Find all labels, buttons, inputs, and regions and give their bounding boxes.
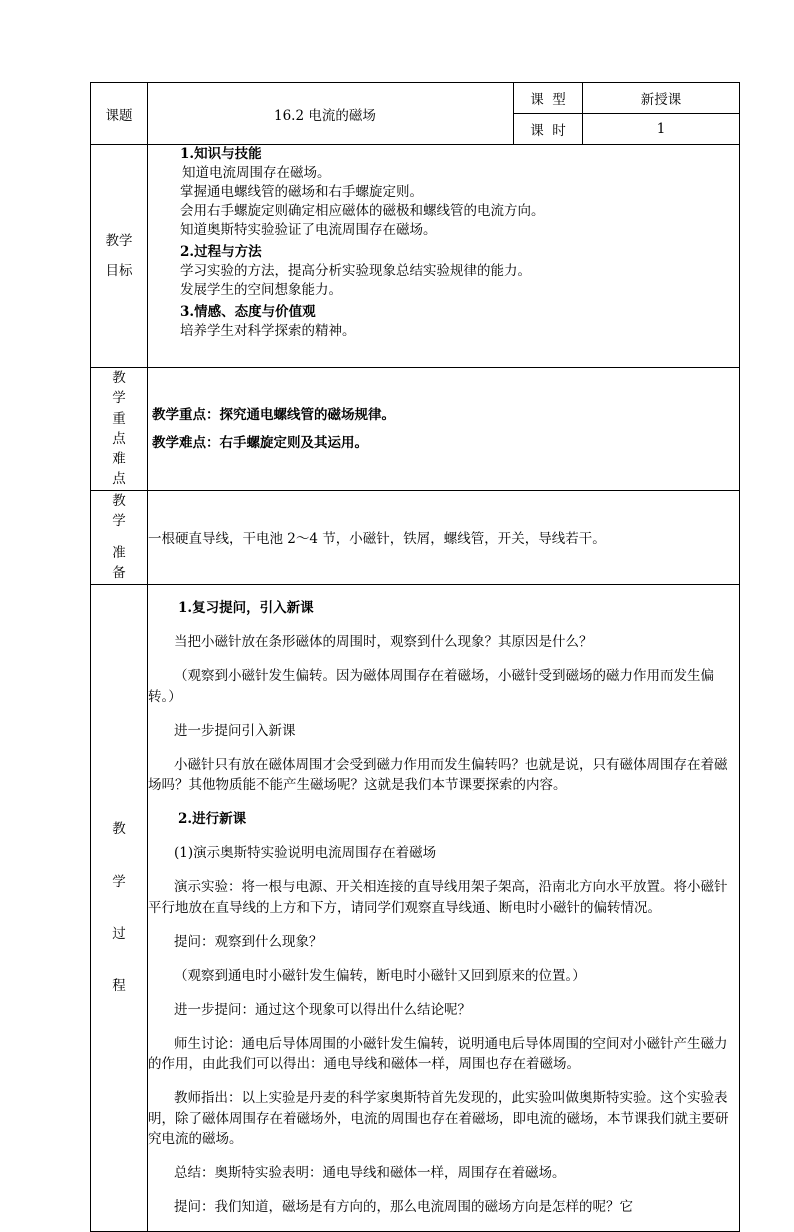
process-label — [91, 584, 148, 1232]
process-line-5: (1)演示奥斯特实验说明电流周围存在着磁场 — [174, 845, 437, 861]
process-label-4: 程 — [112, 978, 126, 994]
objective-p1: 学习实验的方法，提高分析实验现象总结实验规律的能力。 — [180, 263, 531, 279]
objective-k1: 知道电流周围存在磁场。 — [182, 165, 331, 181]
process-line-11: 教师指出：以上实验是丹麦的科学家奥斯特首先发现的，此实验叫做奥斯特实验。这个实验表明，除了磁体周围存在着磁场外，电流的周围也存在着磁场，即电流的磁场，本节课我们就主要研究电流的磁场。 — [148, 1090, 729, 1147]
objective-k3: 会用右手螺旋定则确定相应磁体的磁极和螺线管的电流方向。 — [180, 203, 545, 219]
prep-label-1: 教 学 — [112, 492, 136, 529]
process-line-3: 进一步提问引入新课 — [174, 722, 296, 739]
keypoint-difficulty: 教学难点：右手螺旋定则及其运用。 — [152, 434, 368, 451]
process-line-13: 提问：我们知道，磁场是有方向的，那么电流周围的磁场方向是怎样的呢？它 — [174, 1199, 633, 1215]
process-label-1: 教 — [112, 821, 126, 838]
process-line-1: 当把小磁针放在条形磁体的周围时，观察到什么现象？其原因是什么？ — [174, 634, 593, 650]
keypoints-label-3: 难 点 — [112, 451, 136, 488]
objectives-label — [91, 145, 148, 368]
process-label-2: 学 — [112, 873, 126, 890]
prep-label — [91, 490, 148, 584]
lesson-plan-table — [90, 82, 740, 1232]
objective-heading-3: 3.情感、态度与价值观 — [180, 304, 316, 320]
process-label-3: 过 — [112, 925, 126, 942]
objectives-row — [91, 145, 740, 368]
process-heading-2: 2.进行新课 — [178, 811, 247, 827]
objective-k4: 知道奥斯特实验验证了电流周围存在磁场。 — [180, 222, 437, 238]
header-row-1 — [91, 83, 740, 114]
keypoints-content — [148, 368, 740, 491]
prep-label-2: 准 备 — [112, 545, 136, 582]
keypoints-label-1: 教 学 — [112, 370, 136, 407]
objectives-label-1: 教学 — [105, 232, 133, 249]
subject-label: 课题 — [91, 83, 148, 145]
process-line-10: 师生讨论：通电后导体周围的小磁针发生偏转，说明通电后导体周围的空间对小磁针产生磁力的作用，由此我们可以得出：通电导线和磁体一样，周围也存在着磁场。 — [148, 1035, 728, 1072]
type-value: 新授课 — [583, 83, 740, 114]
subject-value: 16.2 电流的磁场 — [148, 83, 514, 145]
process-line-8: （观察到通电时小磁针发生偏转，断电时小磁针又回到原来的位置。） — [174, 967, 586, 984]
process-line-9: 进一步提问：通过这个现象可以得出什么结论呢？ — [174, 1001, 471, 1018]
process-line-2: （观察到小磁针发生偏转。因为磁体周围存在着磁场，小磁针受到磁场的磁力作用而发生偏转。） — [148, 668, 714, 705]
hours-value: 1 — [583, 114, 740, 145]
prep-row — [91, 490, 740, 584]
hours-label: 课 时 — [514, 114, 583, 145]
objective-heading-1: 1.知识与技能 — [180, 146, 262, 162]
objective-e1: 培养学生对科学探索的精神。 — [180, 323, 356, 339]
process-line-12: 总结：奥斯特实验表明：通电导线和磁体一样，周围存在着磁场。 — [174, 1165, 566, 1181]
keypoints-label — [91, 368, 148, 491]
process-line-6: 演示实验：将一根与电源、开关相连接的直导线用架子架高，沿南北方向水平放置。将小磁针平行地放在直导线的上方和下方，请同学们观察直导线通、断电时小磁针的偏转情况。 — [148, 879, 728, 916]
keypoint-focus: 教学重点：探究通电螺线管的磁场规律。 — [152, 406, 395, 423]
process-heading-1: 1.复习提问，引入新课 — [178, 600, 314, 616]
keypoints-label-2: 重 点 — [112, 410, 136, 447]
objective-p2: 发展学生的空间想象能力。 — [180, 282, 342, 298]
keypoints-row — [91, 368, 740, 491]
prep-content: 一根硬直导线，干电池 2～4 节，小磁针，铁屑，螺线管，开关，导线若干。 — [148, 490, 740, 584]
process-line-4: 小磁针只有放在磁体周围才会受到磁力作用而发生偏转吗？也就是说，只有磁体周围存在着磁场吗？其他物质能不能产生磁场呢？这就是我们本节课要探索的内容。 — [148, 756, 728, 793]
process-line-7: 提问：观察到什么现象？ — [174, 933, 323, 950]
objective-heading-2: 2.过程与方法 — [180, 244, 262, 260]
objectives-content — [148, 145, 740, 368]
objective-k2: 掌握通电螺线管的磁场和右手螺旋定则。 — [180, 184, 423, 200]
type-label: 课 型 — [514, 83, 583, 114]
process-row — [91, 584, 740, 1232]
process-content — [148, 584, 740, 1232]
objectives-label-2: 目标 — [105, 263, 133, 279]
